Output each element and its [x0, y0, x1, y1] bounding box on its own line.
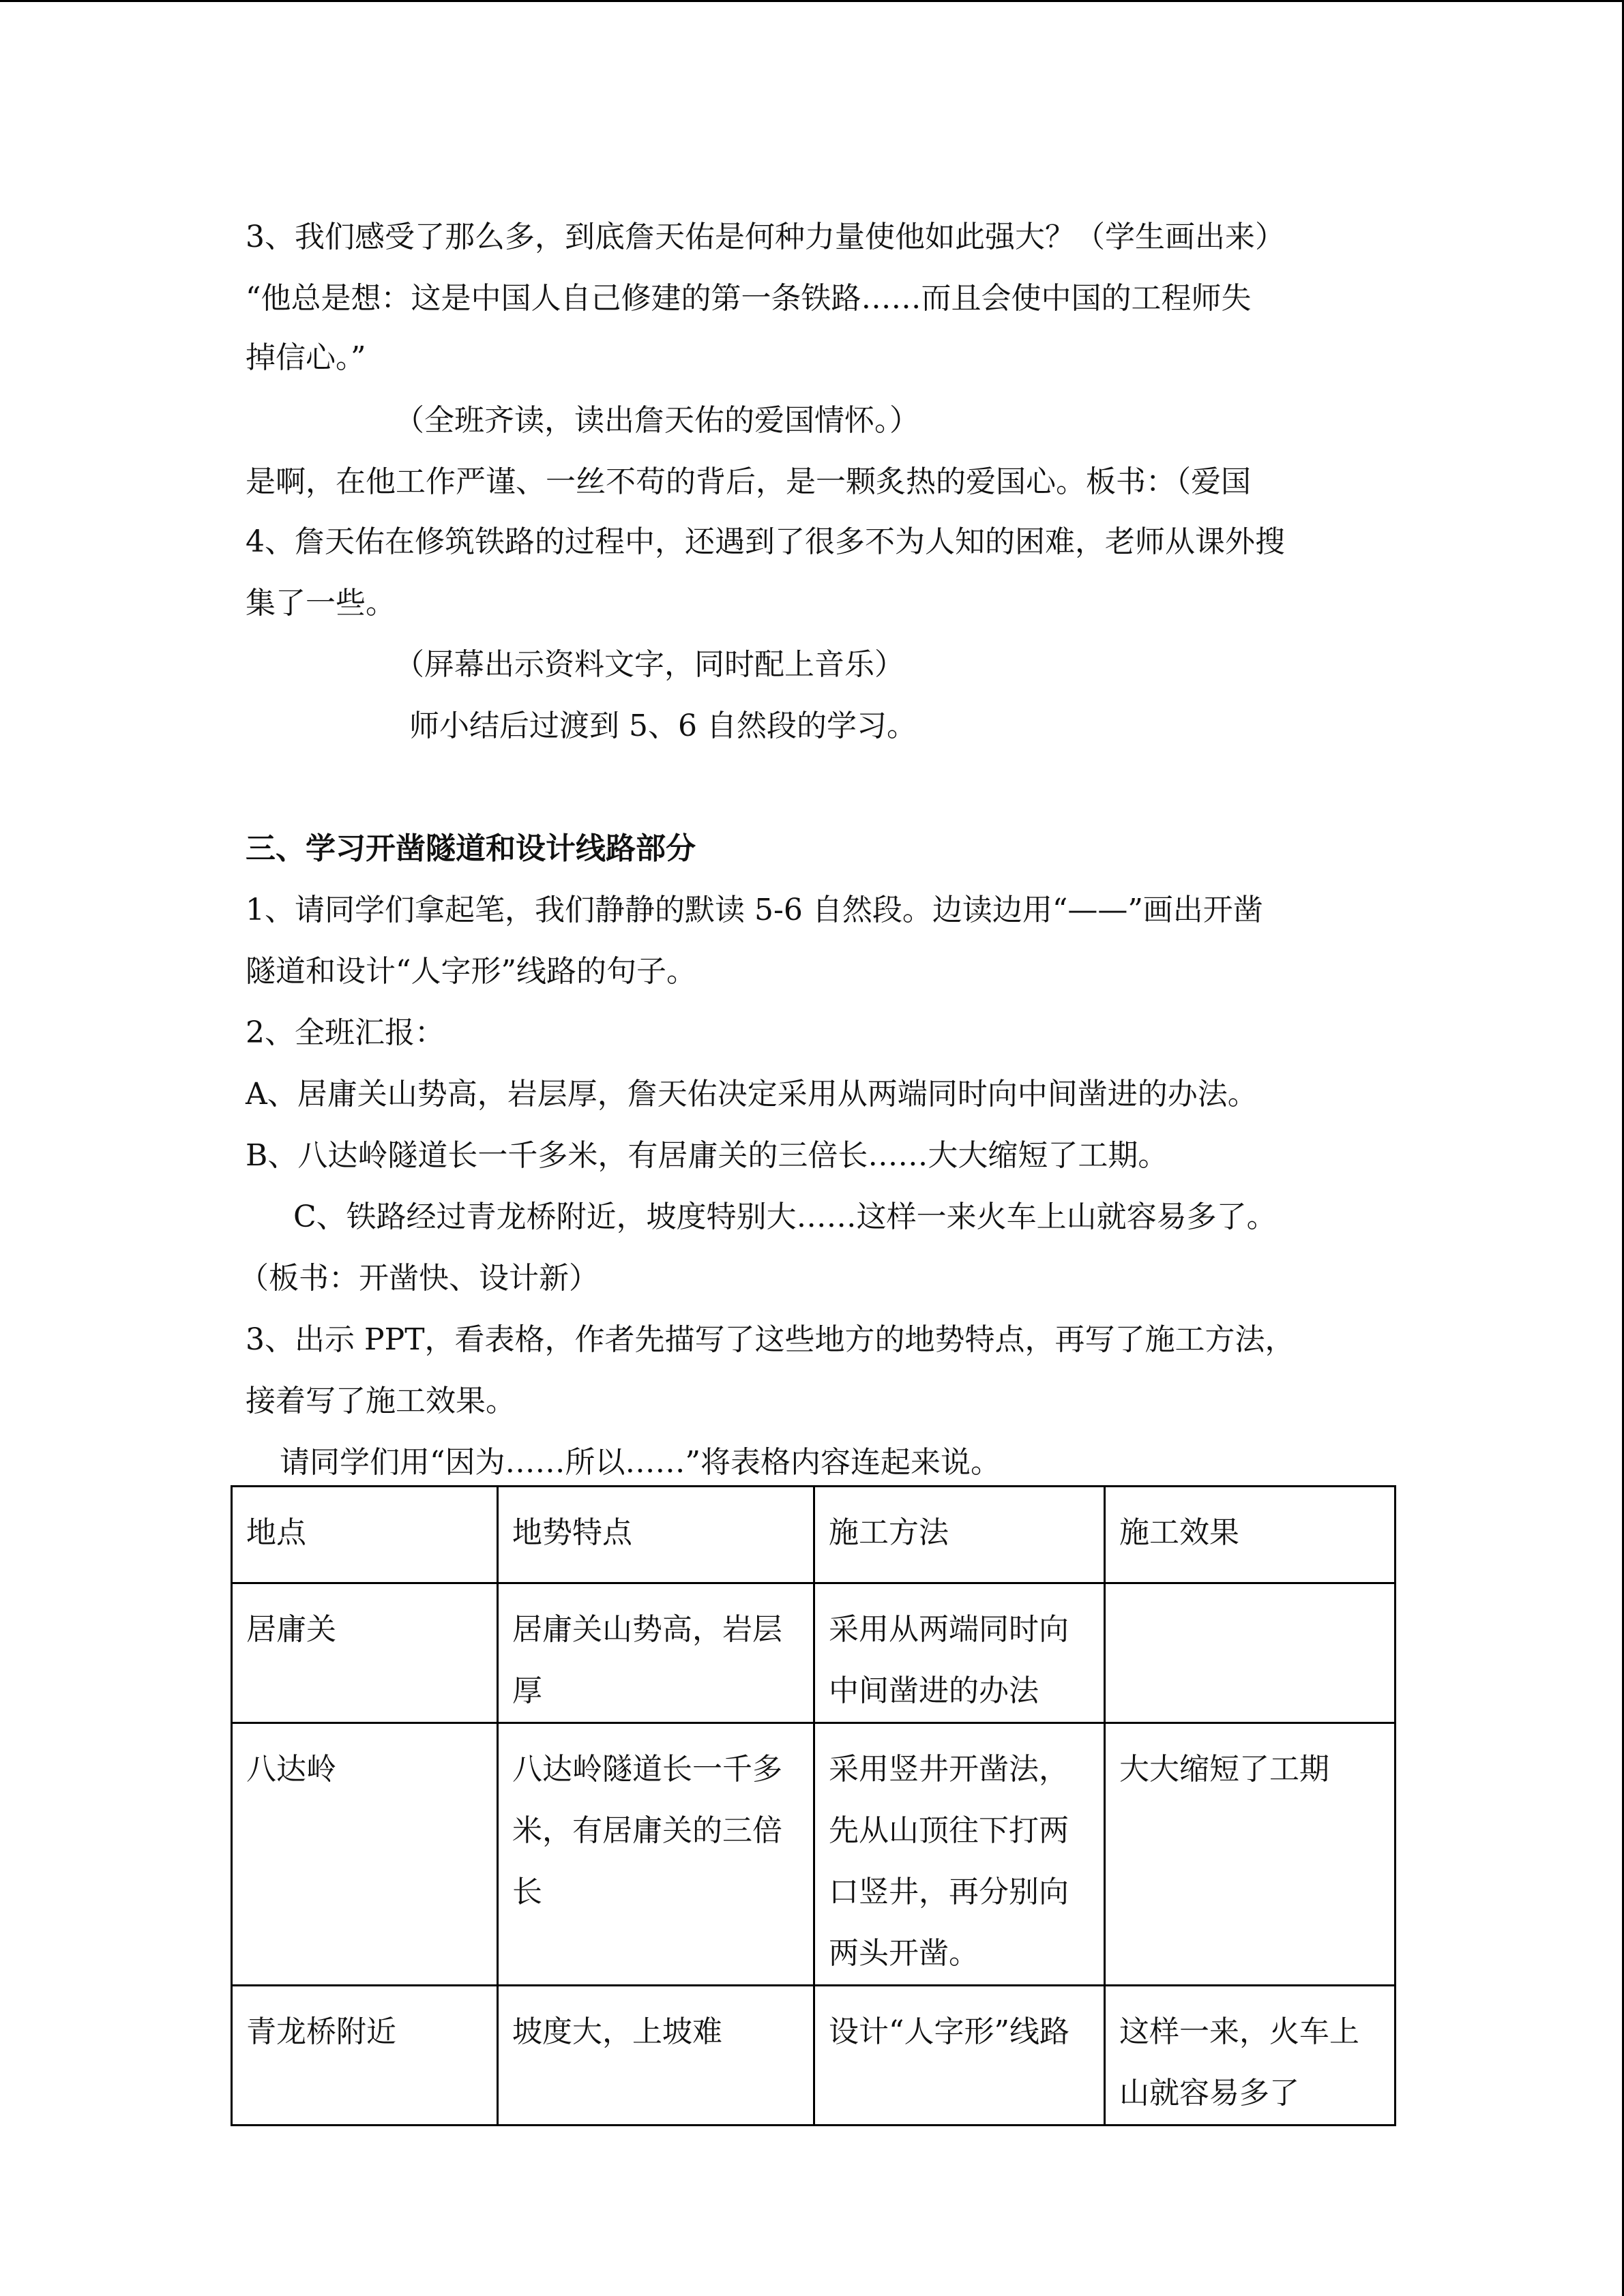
paragraph-13: A、居庸关山势高，岩层厚，詹天佑决定采用从两端同时向中间凿进的办法。 — [246, 1077, 1258, 1112]
paragraph-2: “他总是想：这是中国人自己修建的第一条铁路……而且会使中国的工程师失 — [246, 281, 1252, 316]
table-header-cell: 施工方法 — [814, 1487, 1105, 1583]
paragraph-6: 4、詹天佑在修筑铁路的过程中，还遇到了很多不为人知的困难，老师从课外搜 — [246, 524, 1285, 559]
table-cell: 设计“人字形”线路 — [814, 1986, 1105, 2126]
table-cell: 这样一来，火车上山就容易多了 — [1105, 1986, 1396, 2126]
table-cell: 大大缩短了工期 — [1105, 1723, 1396, 1986]
table-cell: 居庸关 — [232, 1583, 498, 1723]
paragraph-3: 掉信心。” — [246, 340, 366, 375]
table-header-cell: 地势特点 — [498, 1487, 814, 1583]
paragraph-5: 是啊，在他工作严谨、一丝不苟的背后，是一颗炙热的爱国心。板书：（爱国 — [246, 464, 1251, 499]
paragraph-18: 接着写了施工效果。 — [246, 1384, 516, 1418]
paragraph-10: 1、请同学们拿起笔，我们静静的默读 5-6 自然段。边读边用“——”画出开凿 — [246, 893, 1263, 927]
paragraph-1: 3、我们感受了那么多，到底詹天佑是何种力量使他如此强大？（学生画出来） — [246, 220, 1285, 254]
paragraph-4: （全班齐读，读出詹天佑的爱国情怀。） — [394, 403, 919, 438]
table-cell: 坡度大，上坡难 — [498, 1986, 814, 2126]
table-row — [232, 1986, 1396, 2126]
table-header-cell: 施工效果 — [1105, 1487, 1396, 1583]
table-cell: 八达岭 — [232, 1723, 498, 1986]
section-heading: 三、学习开凿隧道和设计线路部分 — [246, 831, 696, 866]
table-cell: 采用从两端同时向中间凿进的办法 — [814, 1583, 1105, 1723]
page-border-top — [0, 0, 1624, 2]
paragraph-12: 2、全班汇报： — [246, 1015, 445, 1050]
paragraph-17: 3、出示 PPT，看表格，作者先描写了这些地方的地势特点，再写了施工方法， — [246, 1322, 1295, 1357]
paragraph-14: B、八达岭隧道长一千多米，有居庸关的三倍长……大大缩短了工期。 — [246, 1138, 1168, 1173]
paragraph-15: C、铁路经过青龙桥附近，坡度特别大……这样一来火车上山就容易多了。 — [293, 1199, 1277, 1234]
paragraph-7: 集了一些。 — [246, 586, 396, 621]
table-header-row — [232, 1487, 1396, 1583]
table-row — [232, 1723, 1396, 1986]
paragraph-16: （板书：开凿快、设计新） — [239, 1261, 599, 1296]
table-cell: 青龙桥附近 — [232, 1986, 498, 2126]
table-header-cell: 地点 — [232, 1487, 498, 1583]
paragraph-9: 师小结后过渡到 5、6 自然段的学习。 — [409, 709, 917, 743]
table-cell: 采用竖井开凿法，先从山顶往下打两口竖井，再分别向两头开凿。 — [814, 1723, 1105, 1986]
table-cell: 八达岭隧道长一千多米，有居庸关的三倍长 — [498, 1723, 814, 1986]
table-cell — [1105, 1583, 1396, 1723]
paragraph-19: 请同学们用“因为……所以……”将表格内容连起来说。 — [280, 1445, 1001, 1480]
paragraph-11: 隧道和设计“人字形”线路的句子。 — [246, 954, 696, 989]
table-row — [232, 1583, 1396, 1723]
table-cell: 居庸关山势高，岩层厚 — [498, 1583, 814, 1723]
paragraph-8: （屏幕出示资料文字，同时配上音乐） — [394, 647, 904, 682]
construction-table — [231, 1485, 1396, 2126]
